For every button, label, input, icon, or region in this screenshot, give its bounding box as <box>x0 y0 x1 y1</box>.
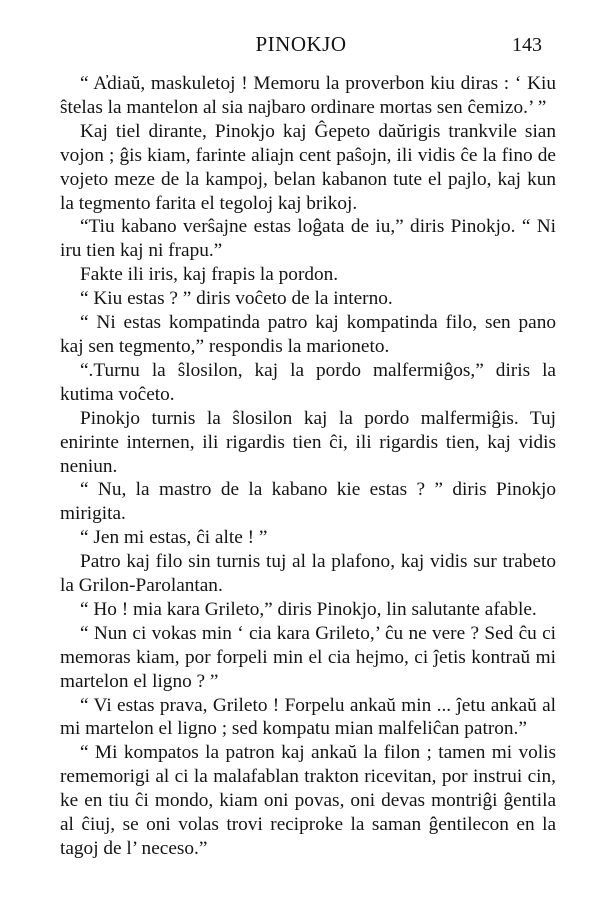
paragraph: “.Turnu la ŝlosilon, kaj la pordo malfermiĝos,” diris la kutima voĉeto. <box>60 359 556 405</box>
paragraph: “ A̓diaŭ, maskuletoj ! Memoru la proverbon kiu diras : ‘ Kiu ŝtelas la mantelon al sia najbaro ordinare mortas sen ĉemizo.’ ” <box>60 73 556 118</box>
body-text <box>60 72 556 861</box>
running-title: PINOKJO <box>255 32 347 56</box>
paragraph: “ Nun ci vokas min ‘ cia kara Grileto,’ ĉu ne vere ? Sed ĉu ci memoras kiam, por forpeli min el cia hejmo, ci ĵetis kontraŭ mi martelon el ligno ? ” <box>60 622 556 692</box>
paragraph: Patro kaj filo sin turnis tuj al la plafono, kaj vidis sur trabeto la Grilon-Parolantan. <box>60 551 556 597</box>
paragraph: “ Ho ! mia kara Grileto,” diris Pinokjo, lin salutante afable. <box>80 598 537 620</box>
paragraph: “ Ni estas kompatinda patro kaj kompatinda filo, sen pano kaj sen tegmento,” respondis la marioneto. <box>60 312 556 357</box>
paragraph: “ Mi kompatos la patron kaj ankaŭ la filon ; tamen mi volis rememorigi al ci la malafablan trakton ricevitan, por instrui cin, ke en tiu ĉi mondo, kiam oni povas, oni devas montriĝi ĝentila al ĉiuj, se oni volas trovi reciproke la saman ĝentilecon en la tagoj de l’ neceso.” <box>60 742 556 859</box>
paragraph: “ Jen mi estas, ĉi alte ! ” <box>80 527 268 549</box>
paragraph: Kaj tiel dirante, Pinokjo kaj Ĝepeto daŭrigis trankvile sian vojon ; ĝis kiam, farinte aliajn cent paŝojn, ili vidis ĉe la fino de vojeto meze de la kampoj, belan kabanon tute el pajlo, kaj kun la tegmento farita el tegoloj kaj brikoj. <box>60 120 556 214</box>
paragraph: “ Vi estas prava, Grileto ! Forpelu ankaŭ min ... ĵetu ankaŭ al mi martelon el ligno ; sed kompatu mian malfeliĉan patron.” <box>60 694 556 740</box>
paragraph: “ Nu, la mastro de la kabano kie estas ? ” diris Pinokjo mirigita. <box>60 479 556 525</box>
page-header <box>60 32 542 62</box>
paragraph: Fakte ili iris, kaj frapis la pordon. <box>80 264 339 286</box>
paragraph: Pinokjo turnis la ŝlosilon kaj la pordo malfermiĝis. Tuj enirinte internen, ili rigardis tien ĉi, ili rigardis tien, kaj vidis neniun. <box>60 407 556 477</box>
paragraph: “Tiu kabano verŝajne estas loĝata de iu,” diris Pinokjo. “ Ni iru tien kaj ni frapu.” <box>60 216 556 262</box>
paragraph: “ Kiu estas ? ” diris voĉeto de la interno. <box>80 288 393 310</box>
page-number: 143 <box>512 34 542 56</box>
